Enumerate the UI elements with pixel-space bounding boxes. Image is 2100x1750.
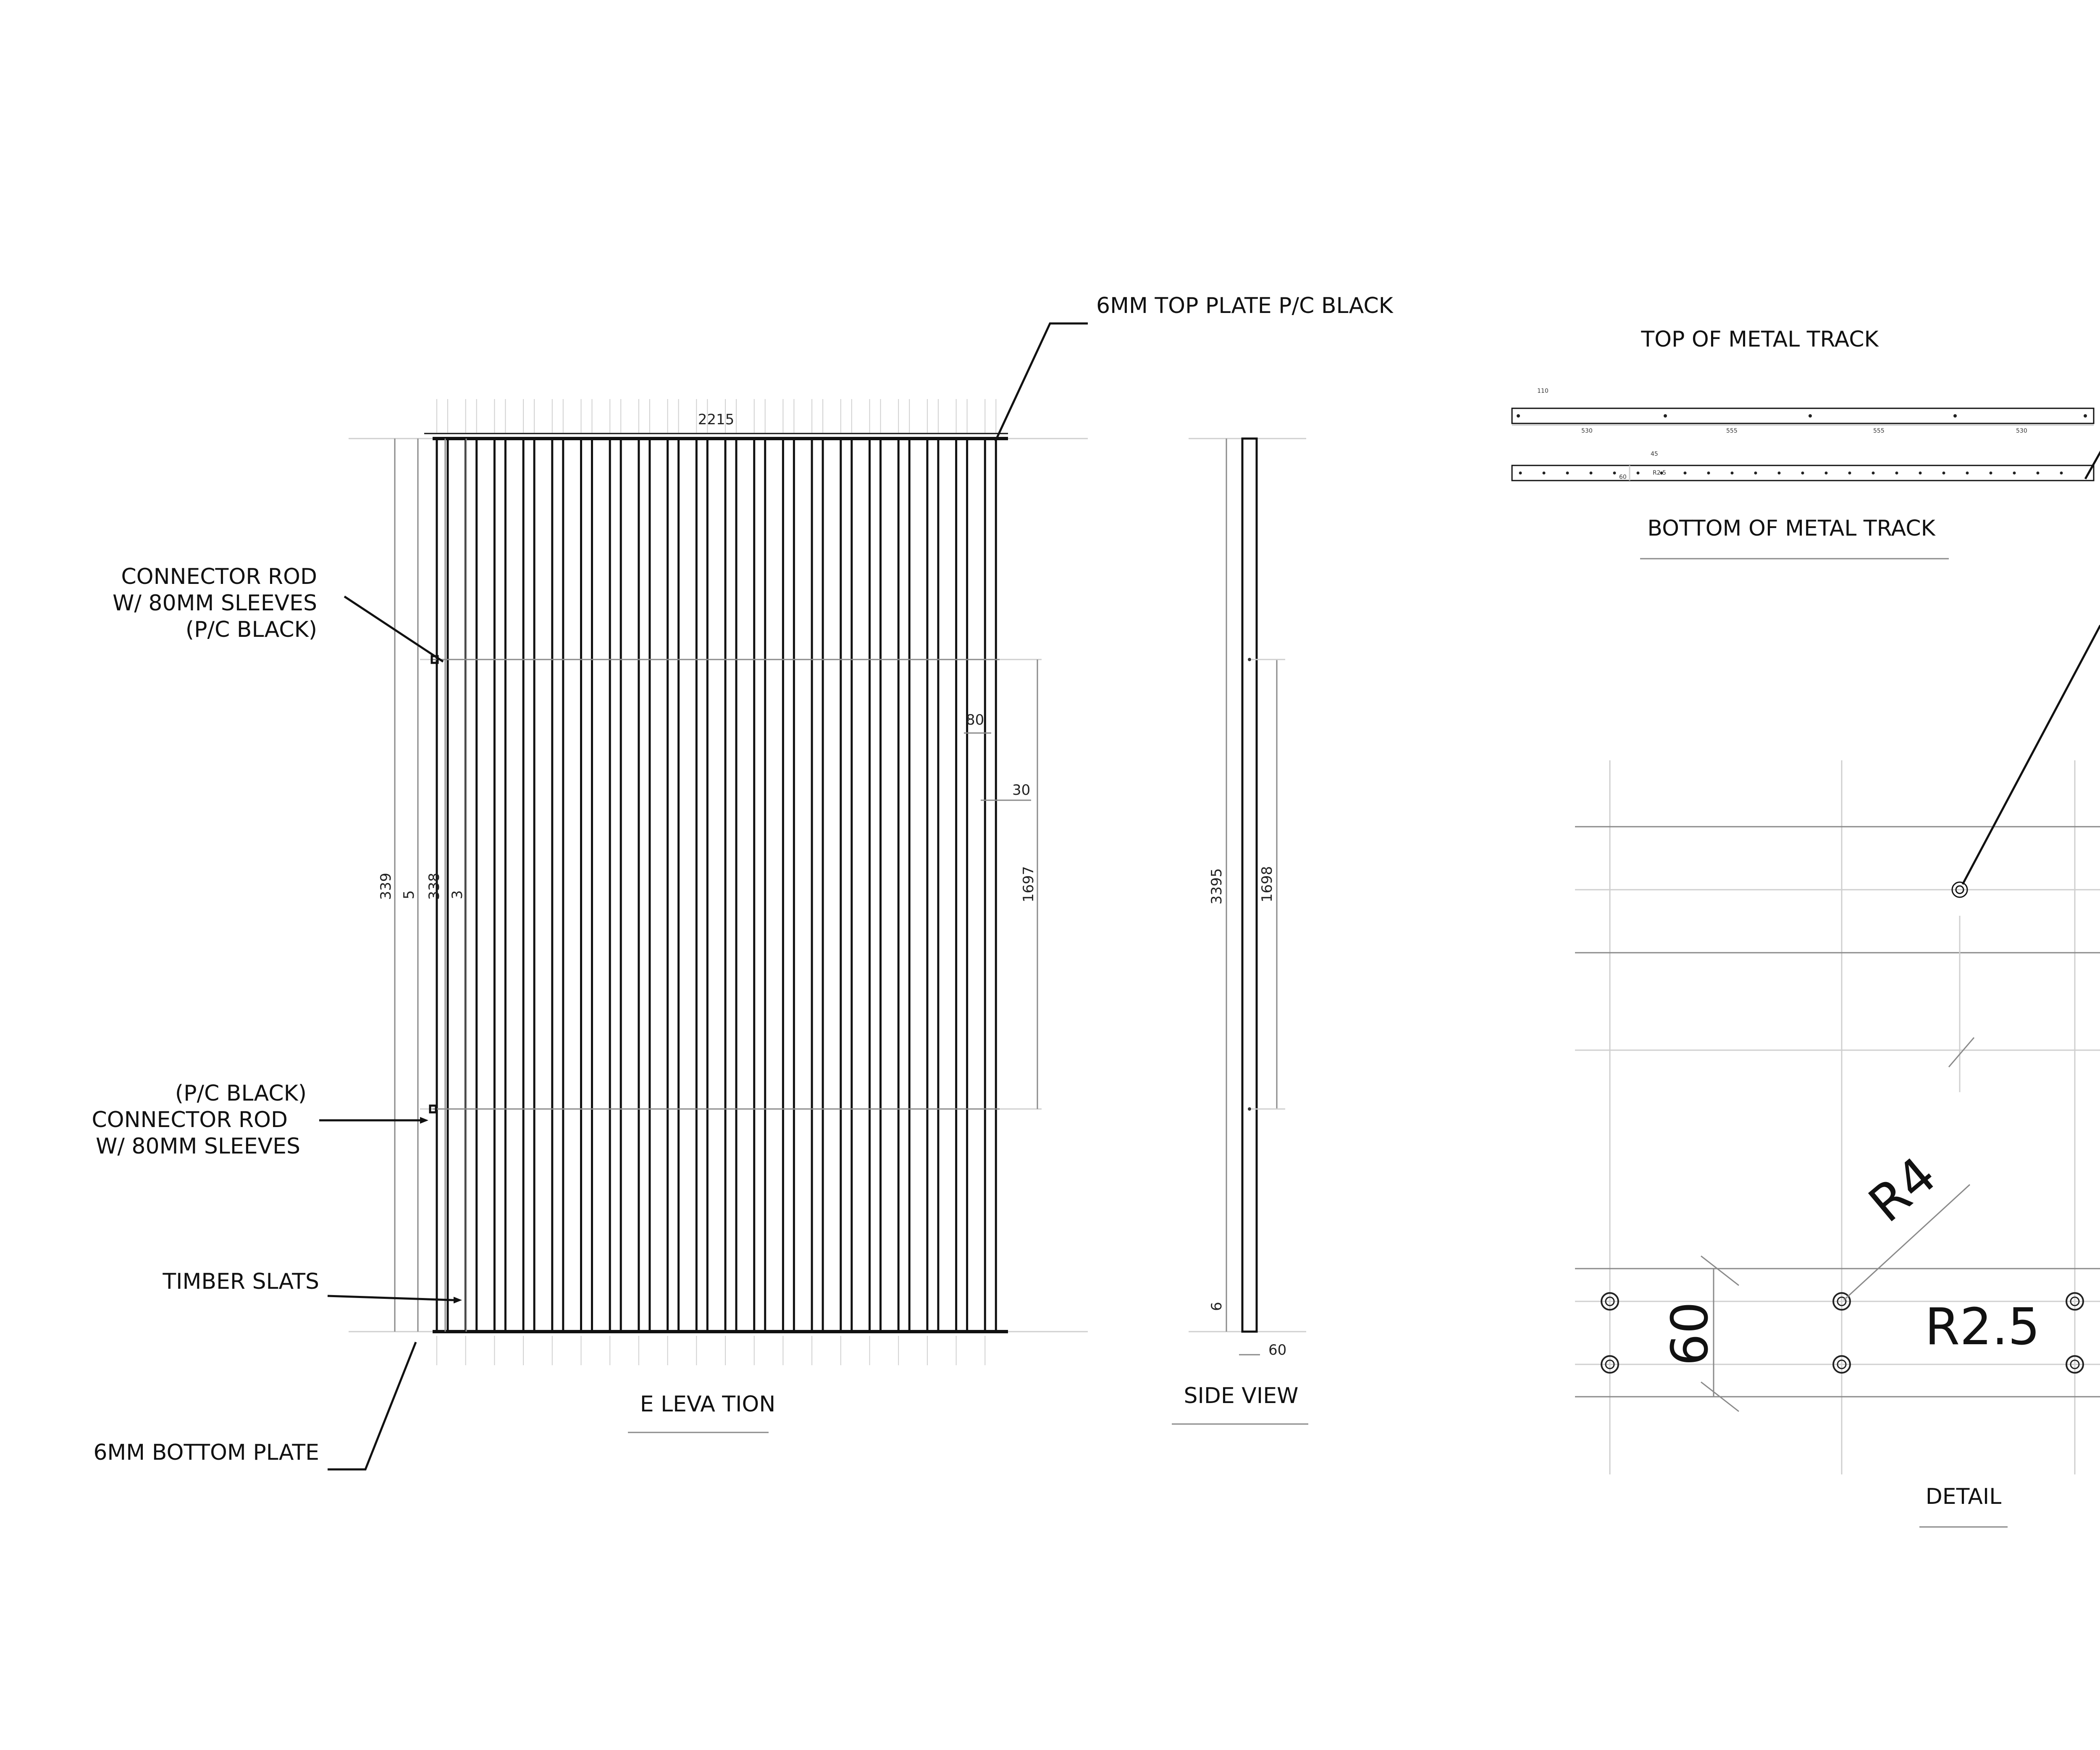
side-view-title: SIDE VIEW — [1184, 1383, 1299, 1408]
timber-slat — [927, 439, 938, 1332]
metal-track-views — [1512, 327, 2100, 559]
track-hole — [2013, 472, 2016, 475]
track-hole — [1613, 472, 1616, 475]
track-top-title: TOP OF METAL TRACK — [1641, 327, 1879, 352]
dim-sleeve-length: 80 — [966, 712, 984, 728]
detail-r4-label: R4 — [1858, 1146, 1948, 1234]
track-hole — [1953, 414, 1957, 418]
callout-rod-lower-1: (P/C BLACK) — [175, 1081, 307, 1106]
detail-view — [1575, 625, 2100, 1527]
track-hole — [1919, 472, 1922, 475]
dim-overall-width: 2215 — [698, 411, 735, 428]
callout-rod-upper-1: CONNECTOR ROD — [121, 564, 317, 589]
callout-top-plate: 6MM TOP PLATE P/C BLACK — [1096, 293, 1393, 318]
timber-slat — [841, 439, 852, 1332]
timber-slat — [523, 439, 534, 1332]
svg-text:555: 555 — [1873, 428, 1885, 434]
slat-extension-ticks — [437, 399, 996, 1365]
side-dim-rod-spacing: 1698 — [1259, 866, 1276, 903]
track-hole — [1519, 472, 1522, 475]
track-hole — [1825, 472, 1828, 475]
callout-rod-upper-2: W/ 80MM SLEEVES — [112, 591, 317, 616]
track-hole — [1872, 472, 1875, 475]
track-hole — [1895, 472, 1898, 475]
timber-slat — [639, 439, 650, 1332]
track-hole — [2084, 414, 2087, 418]
track-hole — [1990, 472, 1992, 475]
track-top-holes — [1517, 414, 2087, 418]
track-hole — [1566, 472, 1569, 475]
track-hole — [1637, 472, 1640, 475]
detail-title: DETAIL — [1925, 1484, 2002, 1509]
svg-text:530: 530 — [2016, 428, 2027, 434]
track-hole — [1543, 472, 1546, 475]
timber-slat — [668, 439, 679, 1332]
timber-slat — [494, 439, 505, 1332]
side-view-slat — [1242, 439, 1257, 1332]
track-hole — [1801, 472, 1804, 475]
track-hole — [1809, 414, 1812, 418]
track-hole — [1731, 472, 1734, 475]
timber-slat — [898, 439, 909, 1332]
track-hole — [1942, 472, 1945, 475]
timber-slat — [812, 439, 823, 1332]
timber-slat — [956, 439, 967, 1332]
detail-r25-label: R2.5 — [1924, 1298, 2040, 1356]
timber-slat — [985, 439, 996, 1332]
dim-height-b: 338 — [426, 872, 443, 900]
callout-rod-lower-2: CONNECTOR ROD — [92, 1107, 288, 1133]
timber-slat — [783, 439, 794, 1332]
dim-rod-gap: 30 — [1012, 782, 1031, 799]
timber-slat — [754, 439, 765, 1332]
svg-text:530: 530 — [1581, 428, 1593, 434]
dim-height-c: 3 — [449, 890, 466, 899]
timber-slat — [466, 439, 477, 1332]
timber-slat — [552, 439, 563, 1332]
svg-text:555: 555 — [1726, 428, 1738, 434]
callout-bottom-plate: 6MM BOTTOM PLATE — [93, 1440, 319, 1465]
track-top-dims — [1537, 388, 2027, 434]
timber-slats-group — [437, 439, 996, 1332]
track-hole — [1707, 472, 1710, 475]
elevation-title: E LEVA TION — [640, 1392, 776, 1417]
track-hole — [1754, 472, 1757, 475]
side-view — [1172, 439, 1308, 1424]
track-top-bar — [1512, 408, 2094, 423]
callout-timber-slats: TIMBER SLATS — [163, 1269, 319, 1294]
track-bottom-holes — [1519, 472, 2063, 475]
timber-slat — [870, 439, 881, 1332]
svg-text:60: 60 — [1619, 474, 1627, 481]
timber-slat — [610, 439, 621, 1332]
track-hole — [1848, 472, 1851, 475]
track-hole — [1590, 472, 1593, 475]
track-hole — [1684, 472, 1687, 475]
side-dim-height: 3395 — [1208, 868, 1225, 905]
track-bottom-title: BOTTOM OF METAL TRACK — [1647, 516, 1935, 541]
svg-text:110: 110 — [1537, 388, 1549, 394]
timber-slat — [581, 439, 592, 1332]
timber-slat — [725, 439, 736, 1332]
track-hole — [1664, 414, 1667, 418]
dim-rod-spacing: 1697 — [1020, 866, 1037, 903]
track-hole — [1517, 414, 1520, 418]
track-hole — [2037, 472, 2040, 475]
dim-height-a: 5 — [401, 890, 417, 899]
side-dim-depth: 60 — [1268, 1342, 1287, 1358]
track-hole — [2060, 472, 2063, 475]
detail-width-label: 60 — [1661, 1301, 1719, 1366]
dim-overall-height: 339 — [378, 872, 394, 900]
callout-rod-upper-3: (P/C BLACK) — [185, 617, 317, 642]
callout-rod-lower-3: W/ 80MM SLEEVES — [95, 1134, 300, 1159]
side-dim-plate: 6 — [1208, 1302, 1225, 1311]
svg-text:45: 45 — [1651, 451, 1658, 457]
track-hole — [1778, 472, 1781, 475]
timber-slat — [696, 439, 707, 1332]
elevation-view — [92, 293, 1394, 1469]
track-hole — [1966, 472, 1969, 475]
svg-text:R2.5: R2.5 — [1653, 470, 1666, 476]
